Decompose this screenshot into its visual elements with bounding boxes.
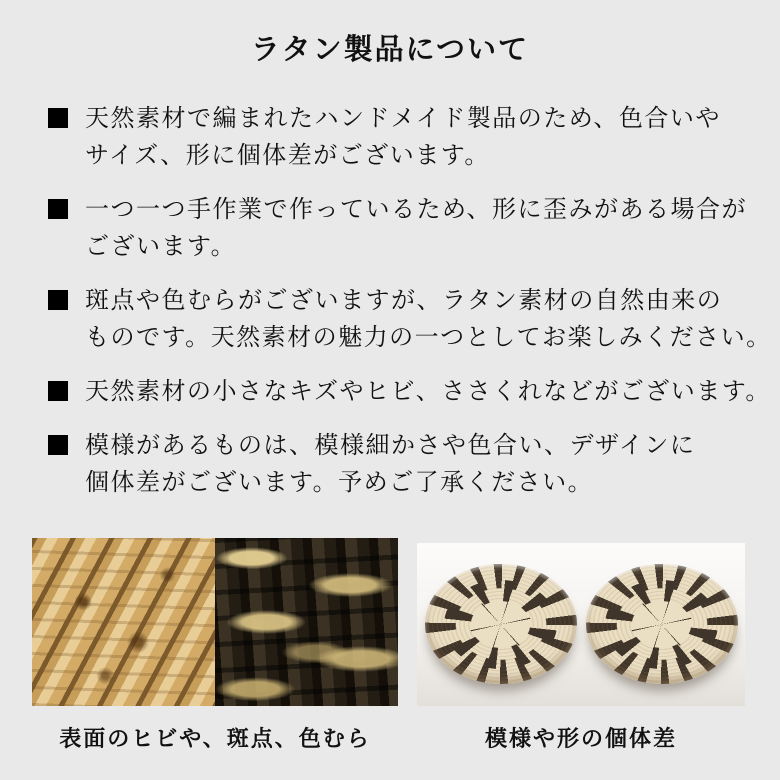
rattan-plates-photo xyxy=(417,543,745,706)
note-text xyxy=(85,100,721,174)
list-item xyxy=(48,100,766,174)
note-text xyxy=(85,427,695,501)
note-line: ものです。天然素材の魅力の一つとしてお楽しみください。 xyxy=(85,322,772,351)
square-bullet-icon xyxy=(48,381,68,401)
page-title: ラタン製品について xyxy=(250,32,530,66)
figure-caption: 模様や形の個体差 xyxy=(484,726,677,752)
list-item xyxy=(48,427,766,501)
note-text xyxy=(85,282,772,356)
note-line: 天然素材の小さなキズやヒビ、ささくれなどがございます。 xyxy=(85,376,771,405)
rattan-weave-closeup-photo xyxy=(32,538,398,706)
square-bullet-icon xyxy=(48,108,68,128)
note-line: 天然素材で編まれたハンドメイド製品のため、色合いや xyxy=(85,103,721,132)
woven-plate-right xyxy=(586,564,738,684)
note-line: 模様があるものは、模様細かさや色合い、デザインに xyxy=(85,430,696,459)
figure-pattern-variation xyxy=(417,538,745,753)
light-rattan-texture xyxy=(32,538,215,706)
plate-center-star xyxy=(470,598,531,651)
note-line: 一つ一つ手作業で作っているため、形に歪みがある場合が xyxy=(85,194,748,223)
woven-plate-left xyxy=(425,564,577,684)
figure-caption: 表面のヒビや、斑点、色むら xyxy=(59,726,371,752)
square-bullet-icon xyxy=(48,435,68,455)
note-text xyxy=(85,373,771,410)
figures-row xyxy=(32,538,780,753)
note-text xyxy=(85,191,747,265)
note-line: 個体差がございます。予めご了承ください。 xyxy=(85,467,594,496)
notes-list xyxy=(48,100,772,501)
plate-center-star xyxy=(631,598,692,651)
list-item xyxy=(48,282,772,356)
note-line: ございます。 xyxy=(85,231,237,260)
list-item xyxy=(48,373,771,410)
figure-surface-defects xyxy=(32,538,398,753)
note-line: 斑点や色むらがございますが、ラタン素材の自然由来の xyxy=(85,285,723,314)
list-item xyxy=(48,191,766,265)
square-bullet-icon xyxy=(48,290,68,310)
square-bullet-icon xyxy=(48,199,68,219)
note-line: サイズ、形に個体差がございます。 xyxy=(85,140,490,169)
dark-rattan-texture xyxy=(215,538,398,706)
